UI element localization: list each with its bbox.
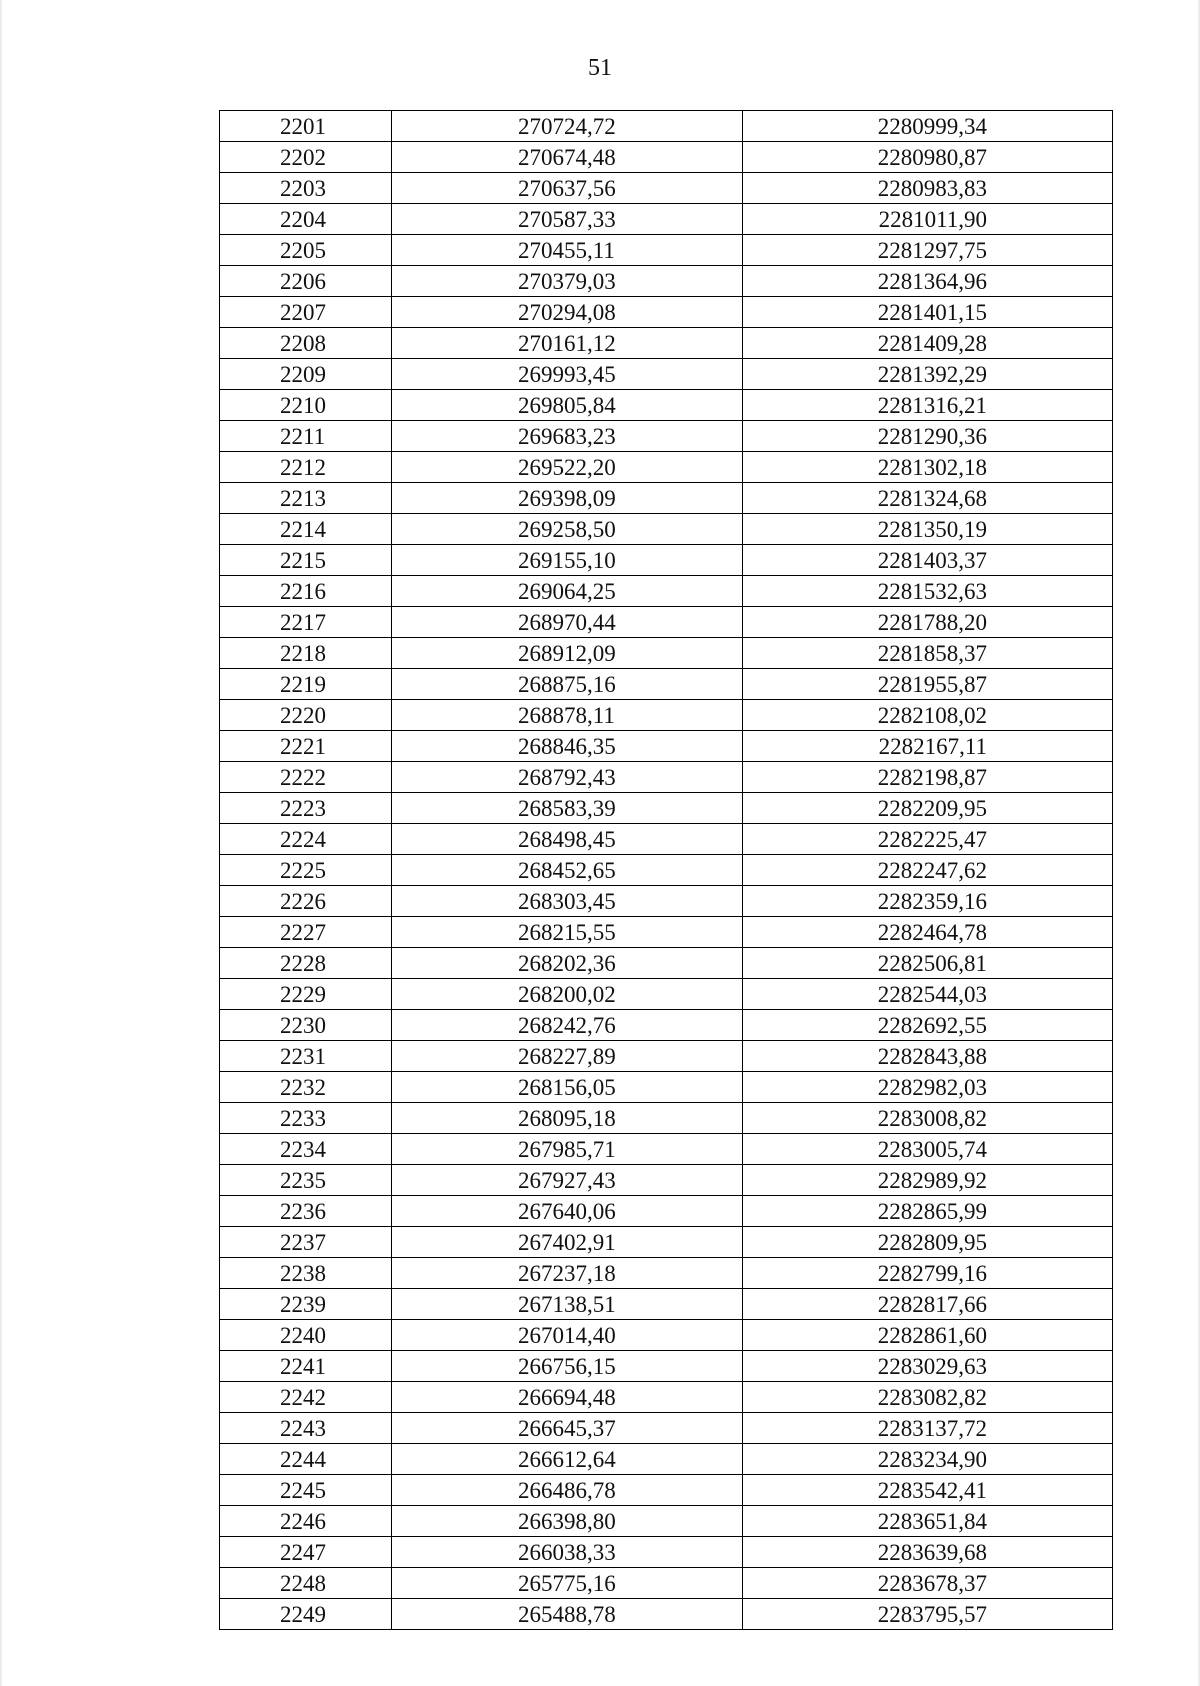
y-coordinate-cell: 2281350,19 — [743, 514, 1113, 545]
point-number-cell: 2236 — [220, 1196, 392, 1227]
x-coordinate-cell: 269805,84 — [392, 390, 743, 421]
point-number-cell: 2220 — [220, 700, 392, 731]
table-row — [220, 1599, 1113, 1630]
x-coordinate-cell: 268583,39 — [392, 793, 743, 824]
point-number-cell: 2242 — [220, 1382, 392, 1413]
y-coordinate-cell: 2282209,95 — [743, 793, 1113, 824]
table-row — [220, 700, 1113, 731]
point-number-cell: 2239 — [220, 1289, 392, 1320]
x-coordinate-cell: 265775,16 — [392, 1568, 743, 1599]
y-coordinate-cell: 2282359,16 — [743, 886, 1113, 917]
x-coordinate-cell: 266694,48 — [392, 1382, 743, 1413]
x-coordinate-cell: 268215,55 — [392, 917, 743, 948]
point-number-cell: 2205 — [220, 235, 392, 266]
table-row — [220, 1320, 1113, 1351]
table-row — [220, 948, 1113, 979]
y-coordinate-cell: 2282982,03 — [743, 1072, 1113, 1103]
x-coordinate-cell: 267985,71 — [392, 1134, 743, 1165]
y-coordinate-cell: 2283234,90 — [743, 1444, 1113, 1475]
y-coordinate-cell: 2282809,95 — [743, 1227, 1113, 1258]
y-coordinate-cell: 2282167,11 — [743, 731, 1113, 762]
table-row — [220, 328, 1113, 359]
x-coordinate-cell: 267237,18 — [392, 1258, 743, 1289]
point-number-cell: 2241 — [220, 1351, 392, 1382]
point-number-cell: 2244 — [220, 1444, 392, 1475]
point-number-cell: 2235 — [220, 1165, 392, 1196]
y-coordinate-cell: 2281316,21 — [743, 390, 1113, 421]
y-coordinate-cell: 2282861,60 — [743, 1320, 1113, 1351]
point-number-cell: 2209 — [220, 359, 392, 390]
table-row — [220, 421, 1113, 452]
y-coordinate-cell: 2283795,57 — [743, 1599, 1113, 1630]
y-coordinate-cell: 2281364,96 — [743, 266, 1113, 297]
table-row — [220, 173, 1113, 204]
point-number-cell: 2213 — [220, 483, 392, 514]
table-row — [220, 886, 1113, 917]
point-number-cell: 2207 — [220, 297, 392, 328]
table-row — [220, 917, 1113, 948]
x-coordinate-cell: 268846,35 — [392, 731, 743, 762]
point-number-cell: 2222 — [220, 762, 392, 793]
table-row — [220, 855, 1113, 886]
y-coordinate-cell: 2281011,90 — [743, 204, 1113, 235]
coordinates-table — [219, 110, 1113, 1630]
table-row — [220, 111, 1113, 142]
table-row — [220, 762, 1113, 793]
x-coordinate-cell: 268303,45 — [392, 886, 743, 917]
table-row — [220, 390, 1113, 421]
point-number-cell: 2234 — [220, 1134, 392, 1165]
point-number-cell: 2214 — [220, 514, 392, 545]
table-row — [220, 793, 1113, 824]
y-coordinate-cell: 2282464,78 — [743, 917, 1113, 948]
y-coordinate-cell: 2282247,62 — [743, 855, 1113, 886]
point-number-cell: 2231 — [220, 1041, 392, 1072]
y-coordinate-cell: 2281290,36 — [743, 421, 1113, 452]
table-row — [220, 979, 1113, 1010]
y-coordinate-cell: 2282108,02 — [743, 700, 1113, 731]
y-coordinate-cell: 2281324,68 — [743, 483, 1113, 514]
table-row — [220, 297, 1113, 328]
point-number-cell: 2238 — [220, 1258, 392, 1289]
x-coordinate-cell: 269064,25 — [392, 576, 743, 607]
table-row — [220, 1568, 1113, 1599]
point-number-cell: 2215 — [220, 545, 392, 576]
x-coordinate-cell: 268912,09 — [392, 638, 743, 669]
point-number-cell: 2224 — [220, 824, 392, 855]
y-coordinate-cell: 2281401,15 — [743, 297, 1113, 328]
table-row — [220, 1072, 1113, 1103]
x-coordinate-cell: 269258,50 — [392, 514, 743, 545]
table-row — [220, 1196, 1113, 1227]
x-coordinate-cell: 267640,06 — [392, 1196, 743, 1227]
point-number-cell: 2228 — [220, 948, 392, 979]
table-row — [220, 142, 1113, 173]
y-coordinate-cell: 2280980,87 — [743, 142, 1113, 173]
point-number-cell: 2212 — [220, 452, 392, 483]
x-coordinate-cell: 269683,23 — [392, 421, 743, 452]
x-coordinate-cell: 266038,33 — [392, 1537, 743, 1568]
point-number-cell: 2203 — [220, 173, 392, 204]
point-number-cell: 2204 — [220, 204, 392, 235]
point-number-cell: 2223 — [220, 793, 392, 824]
y-coordinate-cell: 2281788,20 — [743, 607, 1113, 638]
point-number-cell: 2246 — [220, 1506, 392, 1537]
point-number-cell: 2202 — [220, 142, 392, 173]
table-row — [220, 1444, 1113, 1475]
y-coordinate-cell: 2282692,55 — [743, 1010, 1113, 1041]
point-number-cell: 2249 — [220, 1599, 392, 1630]
x-coordinate-cell: 268875,16 — [392, 669, 743, 700]
x-coordinate-cell: 268242,76 — [392, 1010, 743, 1041]
table-row — [220, 1134, 1113, 1165]
y-coordinate-cell: 2283008,82 — [743, 1103, 1113, 1134]
point-number-cell: 2229 — [220, 979, 392, 1010]
y-coordinate-cell: 2281858,37 — [743, 638, 1113, 669]
point-number-cell: 2248 — [220, 1568, 392, 1599]
point-number-cell: 2217 — [220, 607, 392, 638]
table-row — [220, 576, 1113, 607]
table-row — [220, 1413, 1113, 1444]
table-row — [220, 235, 1113, 266]
x-coordinate-cell: 268452,65 — [392, 855, 743, 886]
point-number-cell: 2206 — [220, 266, 392, 297]
table-row — [220, 452, 1113, 483]
page-number: 51 — [588, 55, 612, 81]
point-number-cell: 2232 — [220, 1072, 392, 1103]
table-row — [220, 824, 1113, 855]
x-coordinate-cell: 266756,15 — [392, 1351, 743, 1382]
table-row — [220, 1537, 1113, 1568]
table-row — [220, 1351, 1113, 1382]
table-row — [220, 1258, 1113, 1289]
table-row — [220, 1506, 1113, 1537]
table-row — [220, 1289, 1113, 1320]
point-number-cell: 2227 — [220, 917, 392, 948]
y-coordinate-cell: 2283082,82 — [743, 1382, 1113, 1413]
point-number-cell: 2226 — [220, 886, 392, 917]
y-coordinate-cell: 2282198,87 — [743, 762, 1113, 793]
y-coordinate-cell: 2282544,03 — [743, 979, 1113, 1010]
y-coordinate-cell: 2282865,99 — [743, 1196, 1113, 1227]
x-coordinate-cell: 265488,78 — [392, 1599, 743, 1630]
table-row — [220, 607, 1113, 638]
y-coordinate-cell: 2282506,81 — [743, 948, 1113, 979]
table-row — [220, 483, 1113, 514]
table-row — [220, 1382, 1113, 1413]
x-coordinate-cell: 270379,03 — [392, 266, 743, 297]
y-coordinate-cell: 2283005,74 — [743, 1134, 1113, 1165]
y-coordinate-cell: 2283651,84 — [743, 1506, 1113, 1537]
x-coordinate-cell: 268970,44 — [392, 607, 743, 638]
point-number-cell: 2208 — [220, 328, 392, 359]
x-coordinate-cell: 269155,10 — [392, 545, 743, 576]
y-coordinate-cell: 2281302,18 — [743, 452, 1113, 483]
y-coordinate-cell: 2282989,92 — [743, 1165, 1113, 1196]
x-coordinate-cell: 270724,72 — [392, 111, 743, 142]
point-number-cell: 2221 — [220, 731, 392, 762]
x-coordinate-cell: 267014,40 — [392, 1320, 743, 1351]
y-coordinate-cell: 2281297,75 — [743, 235, 1113, 266]
point-number-cell: 2211 — [220, 421, 392, 452]
x-coordinate-cell: 266612,64 — [392, 1444, 743, 1475]
y-coordinate-cell: 2282843,88 — [743, 1041, 1113, 1072]
table-row — [220, 1041, 1113, 1072]
table-row — [220, 1165, 1113, 1196]
x-coordinate-cell: 268498,45 — [392, 824, 743, 855]
scan-edge-left — [0, 0, 3, 1686]
y-coordinate-cell: 2283678,37 — [743, 1568, 1113, 1599]
y-coordinate-cell: 2283137,72 — [743, 1413, 1113, 1444]
point-number-cell: 2218 — [220, 638, 392, 669]
table-row — [220, 731, 1113, 762]
table-row — [220, 1010, 1113, 1041]
table-row — [220, 204, 1113, 235]
y-coordinate-cell: 2281955,87 — [743, 669, 1113, 700]
point-number-cell: 2201 — [220, 111, 392, 142]
table-row — [220, 1103, 1113, 1134]
y-coordinate-cell: 2282225,47 — [743, 824, 1113, 855]
y-coordinate-cell: 2281532,63 — [743, 576, 1113, 607]
point-number-cell: 2219 — [220, 669, 392, 700]
x-coordinate-cell: 268095,18 — [392, 1103, 743, 1134]
y-coordinate-cell: 2282817,66 — [743, 1289, 1113, 1320]
point-number-cell: 2230 — [220, 1010, 392, 1041]
y-coordinate-cell: 2282799,16 — [743, 1258, 1113, 1289]
point-number-cell: 2216 — [220, 576, 392, 607]
table-row — [220, 1227, 1113, 1258]
table-row — [220, 545, 1113, 576]
x-coordinate-cell: 270161,12 — [392, 328, 743, 359]
x-coordinate-cell: 270455,11 — [392, 235, 743, 266]
point-number-cell: 2245 — [220, 1475, 392, 1506]
x-coordinate-cell: 267138,51 — [392, 1289, 743, 1320]
point-number-cell: 2243 — [220, 1413, 392, 1444]
point-number-cell: 2233 — [220, 1103, 392, 1134]
y-coordinate-cell: 2280983,83 — [743, 173, 1113, 204]
x-coordinate-cell: 268202,36 — [392, 948, 743, 979]
y-coordinate-cell: 2280999,34 — [743, 111, 1113, 142]
point-number-cell: 2237 — [220, 1227, 392, 1258]
x-coordinate-cell: 266645,37 — [392, 1413, 743, 1444]
x-coordinate-cell: 270294,08 — [392, 297, 743, 328]
coordinates-table-body — [220, 111, 1113, 1630]
x-coordinate-cell: 268200,02 — [392, 979, 743, 1010]
point-number-cell: 2225 — [220, 855, 392, 886]
point-number-cell: 2240 — [220, 1320, 392, 1351]
x-coordinate-cell: 266398,80 — [392, 1506, 743, 1537]
x-coordinate-cell: 267927,43 — [392, 1165, 743, 1196]
table-row — [220, 669, 1113, 700]
point-number-cell: 2210 — [220, 390, 392, 421]
x-coordinate-cell: 269398,09 — [392, 483, 743, 514]
x-coordinate-cell: 268792,43 — [392, 762, 743, 793]
table-row — [220, 1475, 1113, 1506]
x-coordinate-cell: 270637,56 — [392, 173, 743, 204]
x-coordinate-cell: 268156,05 — [392, 1072, 743, 1103]
y-coordinate-cell: 2281409,28 — [743, 328, 1113, 359]
y-coordinate-cell: 2283639,68 — [743, 1537, 1113, 1568]
y-coordinate-cell: 2283029,63 — [743, 1351, 1113, 1382]
x-coordinate-cell: 268878,11 — [392, 700, 743, 731]
x-coordinate-cell: 267402,91 — [392, 1227, 743, 1258]
x-coordinate-cell: 270674,48 — [392, 142, 743, 173]
table-row — [220, 514, 1113, 545]
table-row — [220, 359, 1113, 390]
table-row — [220, 638, 1113, 669]
x-coordinate-cell: 270587,33 — [392, 204, 743, 235]
table-row — [220, 266, 1113, 297]
y-coordinate-cell: 2283542,41 — [743, 1475, 1113, 1506]
point-number-cell: 2247 — [220, 1537, 392, 1568]
x-coordinate-cell: 269522,20 — [392, 452, 743, 483]
x-coordinate-cell: 266486,78 — [392, 1475, 743, 1506]
x-coordinate-cell: 268227,89 — [392, 1041, 743, 1072]
x-coordinate-cell: 269993,45 — [392, 359, 743, 390]
y-coordinate-cell: 2281392,29 — [743, 359, 1113, 390]
y-coordinate-cell: 2281403,37 — [743, 545, 1113, 576]
